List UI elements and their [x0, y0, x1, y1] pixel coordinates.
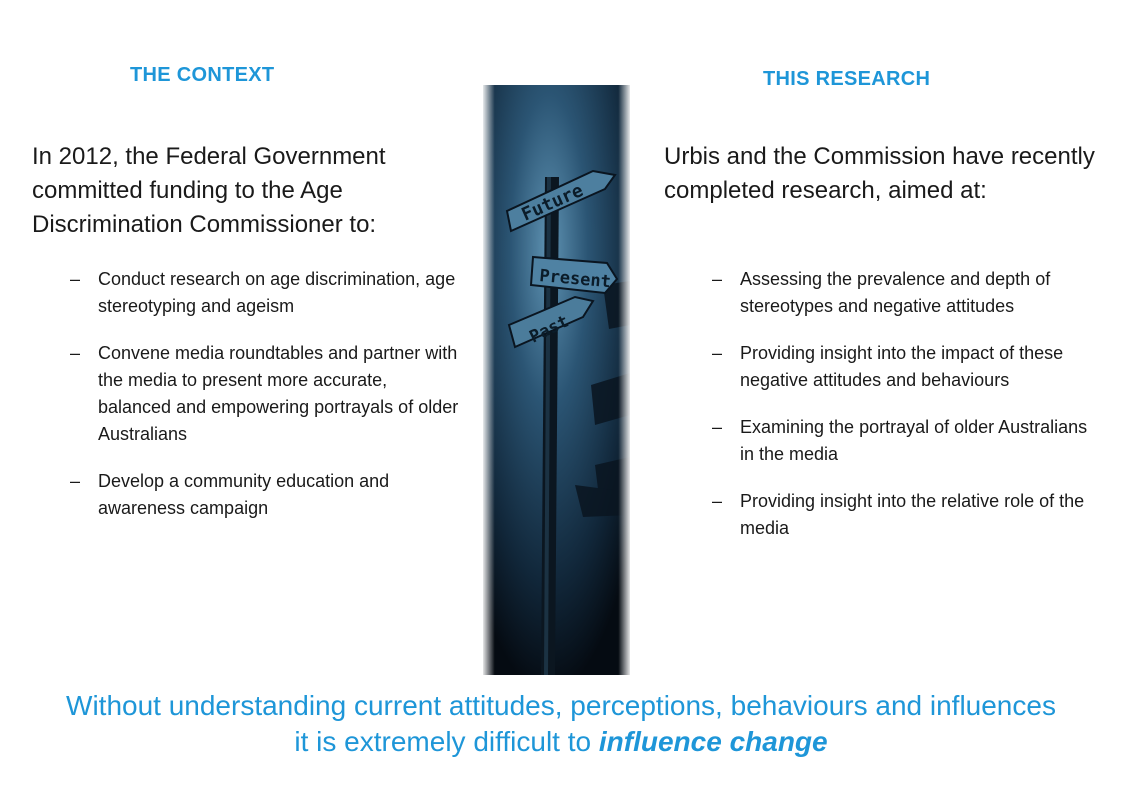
- footer-statement: [60, 688, 1062, 760]
- dash-marker: –: [712, 491, 723, 511]
- context-bullet-list: [70, 266, 462, 542]
- bullet-text: Providing insight into the relative role of the media: [740, 491, 1085, 538]
- research-bullet-list: [712, 266, 1104, 562]
- bullet-text: Examining the portrayal of older Australians in the media: [740, 417, 1088, 464]
- context-heading: THE CONTEXT: [130, 64, 275, 86]
- footer-text: Without understanding current attitudes, perceptions, behaviours and influences it is extremely difficult to: [66, 690, 1056, 757]
- footer-emphasis: influence change: [598, 726, 828, 757]
- list-item: [712, 414, 1104, 468]
- dash-marker: –: [712, 417, 723, 437]
- dash-marker: –: [712, 269, 723, 289]
- list-item: [712, 266, 1104, 320]
- bullet-text: Develop a community education and awareness campaign: [98, 471, 390, 518]
- bullet-text: Providing insight into the impact of these negative attitudes and behaviours: [740, 343, 1064, 390]
- list-item: [70, 266, 462, 320]
- list-item: [712, 488, 1104, 542]
- dash-marker: –: [70, 471, 81, 491]
- list-item: [712, 340, 1104, 394]
- list-item: [70, 468, 462, 522]
- dash-marker: –: [70, 343, 81, 363]
- dash-marker: –: [70, 269, 81, 289]
- bullet-text: Conduct research on age discrimination, age stereotyping and ageism: [98, 269, 456, 316]
- list-item: [70, 340, 462, 448]
- dash-marker: –: [712, 343, 723, 363]
- context-intro: In 2012, the Federal Government committed funding to the Age Discrimination Commissioner to:: [32, 143, 386, 238]
- research-heading: THIS RESEARCH: [763, 68, 931, 90]
- bullet-text: Convene media roundtables and partner with the media to present more accurate, balanced and empowering portrayals of older Australians: [98, 343, 459, 444]
- research-intro: Urbis and the Commission have recently completed research, aimed at:: [664, 143, 1095, 204]
- signpost-image: [483, 85, 630, 675]
- bullet-text: Assessing the prevalence and depth of stereotypes and negative attitudes: [740, 269, 1051, 316]
